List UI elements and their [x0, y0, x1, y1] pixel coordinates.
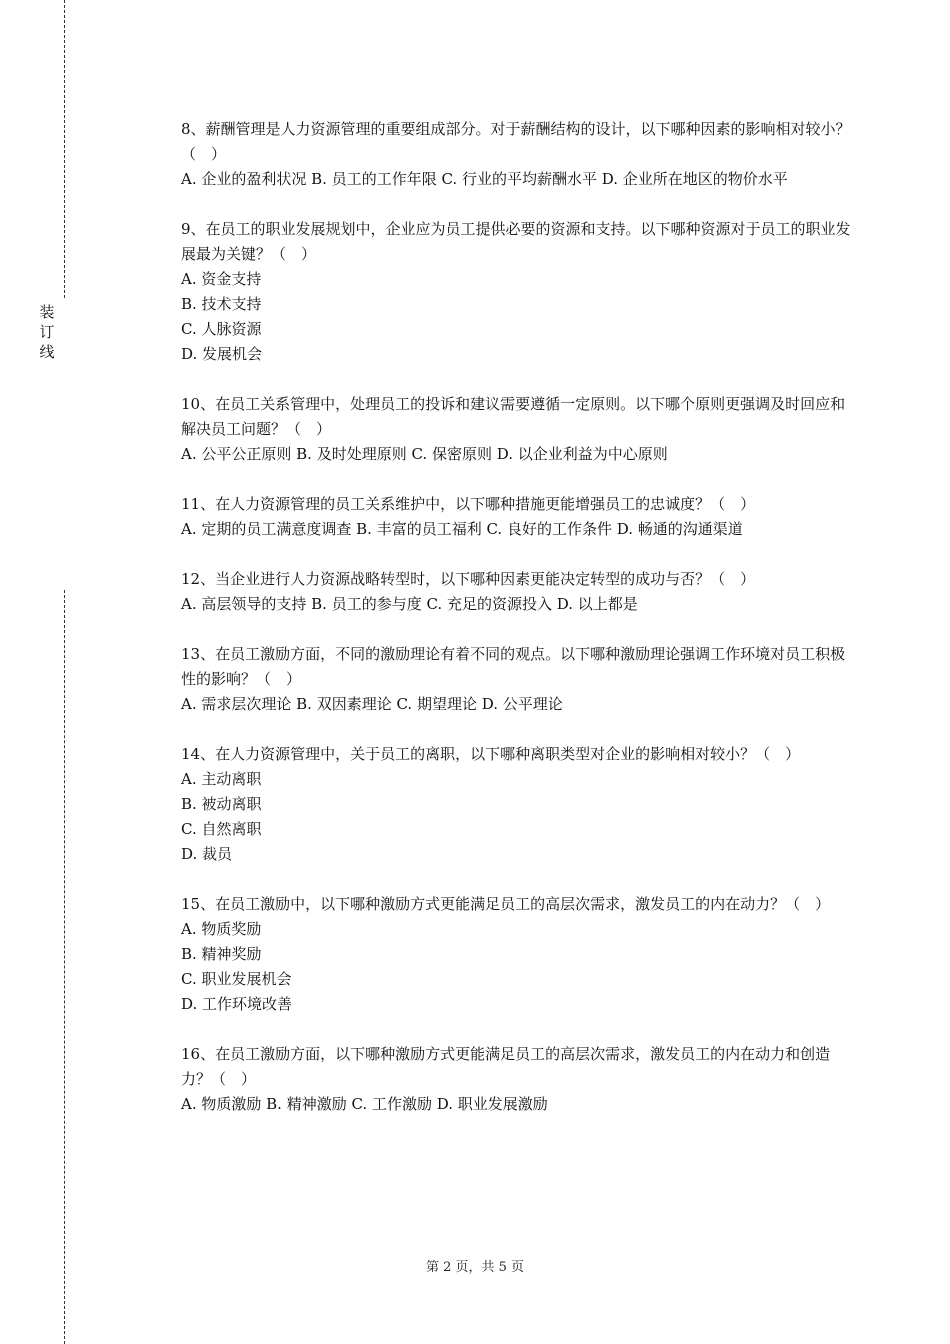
binding-char: 线	[39, 343, 55, 361]
question-list	[181, 117, 853, 1142]
question-16	[181, 1042, 853, 1117]
question-options: A. 物质激励 B. 精神激励 C. 工作激励 D. 职业发展激励	[181, 1095, 548, 1113]
option-d: D. 裁员	[181, 845, 233, 863]
question-text: 10、在员工关系管理中，处理员工的投诉和建议需要遵循一定原则。以下哪个原则更强调及时回应和解决员工问题？（ ）	[181, 395, 846, 438]
question-options: A. 需求层次理论 B. 双因素理论 C. 期望理论 D. 公平理论	[181, 695, 563, 713]
binding-line-top	[64, 0, 65, 298]
question-text: 13、在员工激励方面，不同的激励理论有着不同的观点。以下哪种激励理论强调工作环境对员工积极性的影响？（ ）	[181, 645, 846, 688]
question-options: A. 公平公正原则 B. 及时处理原则 C. 保密原则 D. 以企业利益为中心原则	[181, 445, 668, 463]
binding-char: 装	[39, 303, 55, 321]
binding-label	[36, 302, 58, 362]
question-11	[181, 492, 853, 542]
option-d: D. 发展机会	[181, 345, 263, 363]
option-d: D. 工作环境改善	[181, 995, 293, 1013]
question-15	[181, 892, 853, 1017]
option-a: A. 物质奖励	[181, 920, 262, 938]
question-13	[181, 642, 853, 717]
question-text: 12、当企业进行人力资源战略转型时，以下哪种因素更能决定转型的成功与否？（ ）	[181, 570, 756, 588]
question-8	[181, 117, 853, 192]
option-c: C. 人脉资源	[181, 320, 262, 338]
question-text: 14、在人力资源管理中，关于员工的离职，以下哪种离职类型对企业的影响相对较小？（ ）	[181, 745, 801, 763]
question-options: A. 高层领导的支持 B. 员工的参与度 C. 充足的资源投入 D. 以上都是	[181, 595, 638, 613]
option-b: B. 精神奖励	[181, 945, 262, 963]
question-text: 15、在员工激励中，以下哪种激励方式更能满足员工的高层次需求，激发员工的内在动力？（ ）	[181, 895, 831, 913]
option-b: B. 技术支持	[181, 295, 262, 313]
binding-line-bottom	[64, 590, 65, 1344]
option-a: A. 资金支持	[181, 270, 262, 288]
option-a: A. 主动离职	[181, 770, 262, 788]
question-14	[181, 742, 853, 867]
question-10	[181, 392, 853, 467]
binding-char: 订	[39, 323, 55, 341]
question-text: 11、在人力资源管理的员工关系维护中，以下哪种措施更能增强员工的忠诚度？（ ）	[181, 495, 756, 513]
option-c: C. 自然离职	[181, 820, 262, 838]
option-b: B. 被动离职	[181, 795, 262, 813]
question-text: 16、在员工激励方面，以下哪种激励方式更能满足员工的高层次需求，激发员工的内在动力和创造力？（ ）	[181, 1045, 831, 1088]
option-c: C. 职业发展机会	[181, 970, 292, 988]
question-options: A. 企业的盈利状况 B. 员工的工作年限 C. 行业的平均薪酬水平 D. 企业所在地区的物价水平	[181, 170, 788, 188]
question-9	[181, 217, 853, 367]
question-options: A. 定期的员工满意度调查 B. 丰富的员工福利 C. 良好的工作条件 D. 畅通的沟通渠道	[181, 520, 743, 538]
question-text: 8、薪酬管理是人力资源管理的重要组成部分。对于薪酬结构的设计，以下哪种因素的影响相对较小？（ ）	[181, 120, 851, 163]
question-text: 9、在员工的职业发展规划中，企业应为员工提供必要的资源和支持。以下哪种资源对于员工的职业发展最为关键？（ ）	[181, 220, 851, 263]
question-12	[181, 567, 853, 617]
page-number: 第 2 页，共 5 页	[425, 1260, 525, 1275]
